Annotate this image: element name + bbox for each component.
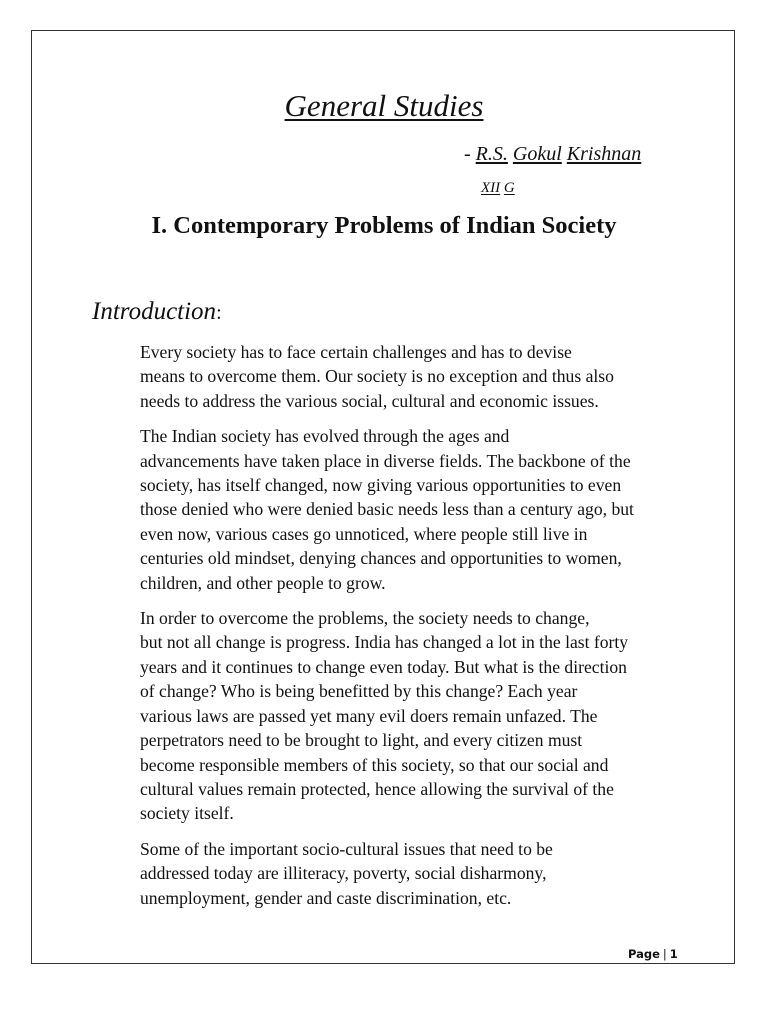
page-separator: | — [662, 947, 667, 961]
class-section: G — [503, 180, 515, 196]
author-initials: R.S. — [475, 143, 508, 165]
paragraph-line: centuries old mindset, denying chances and opportunities to women, — [140, 548, 622, 569]
paragraph-line: The Indian society has evolved through the ages and — [140, 426, 510, 447]
paragraph-line: advancements have taken place in diverse fields. The backbone of the — [140, 450, 631, 471]
intro-heading-colon: : — [216, 302, 222, 324]
paragraph-line: become responsible members of this society, so that our social and — [140, 754, 609, 775]
author-prefix: - — [464, 143, 476, 165]
paragraph-line: society itself. — [140, 803, 234, 824]
class-grade: XII — [481, 180, 501, 196]
paragraph-line: society, has itself changed, now giving various opportunities to even — [140, 475, 622, 496]
paragraph-line: means to overcome them. Our society is no exception and thus also — [140, 366, 614, 387]
paragraph-line: Some of the important socio-cultural issues that need to be — [140, 838, 553, 859]
paragraph-3 — [92, 606, 682, 826]
author-line — [464, 140, 641, 168]
paragraph-line: unemployment, gender and caste discrimination, etc. — [140, 887, 512, 908]
document-title: General Studies — [284, 88, 484, 123]
class-info — [481, 178, 515, 198]
section-heading: I. Contemporary Problems of Indian Society — [151, 212, 617, 239]
page-number: 1 — [669, 947, 678, 961]
paragraph-line: those denied who were denied basic needs less than a century ago, but — [140, 499, 634, 520]
paragraph-line: Every society has to face certain challenges and has to devise — [140, 342, 572, 362]
paragraph-line: In order to overcome the problems, the society needs to change, — [140, 608, 590, 629]
author-first-name: Gokul — [512, 143, 562, 165]
paragraph-line: needs to address the various social, cultural and economic issues. — [140, 390, 599, 411]
paragraph-line: even now, various cases go unnoticed, where people still live in — [140, 523, 588, 544]
paragraph-line: of change? Who is being benefitted by this change? Each year — [140, 681, 578, 702]
paragraph-2 — [92, 424, 682, 595]
paragraph-line: addressed today are illiteracy, poverty, social disharmony, — [140, 863, 547, 884]
author-last-name: Krishnan — [566, 143, 642, 165]
paragraph-line: years and it continues to change even today. But what is the direction — [140, 656, 627, 677]
paragraph-1 — [92, 340, 682, 413]
page-footer — [628, 946, 678, 962]
paragraph-line: but not all change is progress. India has changed a lot in the last forty — [140, 632, 629, 653]
paragraph-line: various laws are passed yet many evil doers remain unfazed. The — [140, 705, 598, 726]
body-text — [92, 340, 682, 921]
paragraph-line: cultural values remain protected, hence allowing the survival of the — [140, 778, 614, 799]
paragraph-line: perpetrators need to be brought to light, and every citizen must — [140, 730, 583, 751]
paragraph-line: children, and other people to grow. — [140, 572, 386, 593]
intro-heading-text: Introduction — [92, 298, 217, 325]
intro-heading — [92, 295, 222, 330]
page-label: Page — [628, 947, 660, 961]
paragraph-4 — [92, 837, 682, 910]
